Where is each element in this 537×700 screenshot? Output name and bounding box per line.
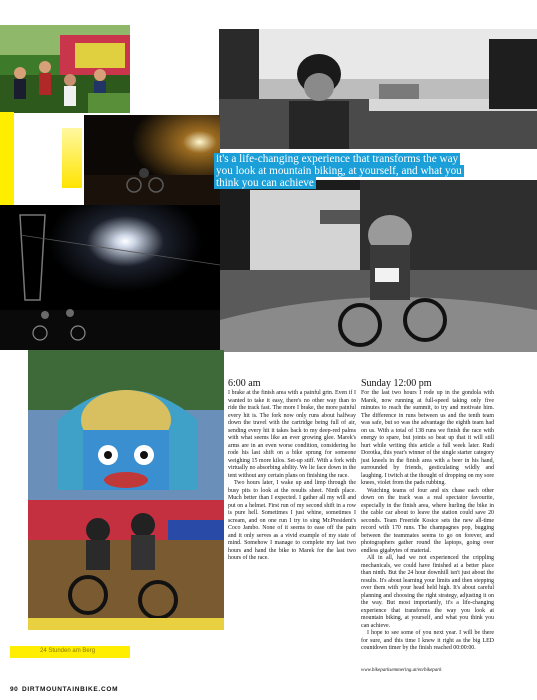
photo-festival-riders — [28, 350, 224, 630]
yellow-decor-strip — [62, 128, 82, 188]
paragraph: Two hours later, I wake up and limp through the busy pits to look at the results sheet. Ninth place. Much better than I expected. I gather all my will and put on a helmet. First run of my second shift in a row is pure hell. Sometimes I just whine, sometimes I scream, and on one run I try to sing Mr.President's Coco Jambo. None of it seems to ease off the pain and it only serves as a vivid example of my state of mind. Somehow I manage to complete my last two hours and hand the bike to Marek for the last two hours of the race. — [228, 480, 356, 561]
paragraph: Watching teams of four and six chase each other down on the track was a real spectator favourite, especially in the finish area, where hurling the bike in the cable car about to leave the station could save 20 seconds. Team Freeride Kosice sets the new all-time record with 170 runs. The champagnes pop, bugging between the teammates seems to go on forever, and photographers gather round the laptops, going over endless gigabytes of material. — [361, 487, 494, 554]
page-number: 90 — [10, 686, 19, 693]
photo-spectators-crowd — [0, 25, 130, 113]
photo-downhill-rider-bw — [220, 180, 537, 352]
paragraph: For the last two hours I rode up in the gondola with Marek, now running at full-speed taking only five minutes to reach the summit, to try and motivate him. The difference in runs between us and the tenth team was safe, but so was the advantage the eighth team had on us. With a total of 138 runs we finish the race with energy to spare, but joints so beat up that it will still hurt while writing this article a full week later. Rudi Dorotka, this year's winner of the single starter category just kneels in the finish area with a beer in his hand, surrounded by friends, gesticulating wildly and laughing. I twitch at the thought of dropping on my sore knees, violet from the pads rubbing. — [361, 390, 494, 486]
page-footer — [0, 683, 537, 700]
section-heading: 6:00 am — [228, 378, 261, 389]
caption-bar — [10, 646, 130, 658]
caption-text: 24 Stunden am Berg — [40, 648, 96, 654]
site-name: DIRTMOUNTAINBIKE.COM — [22, 686, 119, 693]
article-column-left — [228, 378, 356, 563]
section-heading: Sunday 12:00 pm — [361, 378, 432, 389]
paragraph: I hope to see some of you next year. I will be there for sure, and this time I knew it right as the big LED countdown timer by the finish reached 00:00:00. — [361, 630, 494, 651]
paragraph: All in all, had we not experienced the crippling mechanicals, we could have finished at a better place than ninth. But the 24 hour downhill isn't just about the results. It's about learning your limits and then stepping over them with your head held high. It's about careful planning and choosing the right strategy, adjusting it on the way. But most importantly, it's a life-changing experience that transforms the way you look at mountain biking, at yourself, and what you think you can achieve. — [361, 555, 494, 629]
photo-night-lift-riders — [0, 205, 220, 350]
photo-night-rider-lights — [84, 115, 220, 205]
photo-rider-eating-bw — [219, 29, 537, 149]
article-column-right — [361, 378, 494, 653]
pull-quote — [214, 153, 464, 189]
paragraph: I brake at the finish area with a painful grin. Even if I wanted to take it easy, there's no other way than to ride the track fast. The more I brake, the more painful every hit is. The fork now only runs about halfway down the travel with the cartridge being full of air, sending every hit it takes back to my deep-red palms with what seems like an ever growing glee. Marek's arms are in an even worse condition, considering he rode his last shift on a bike sprung for someone weighing 15 more kilos. Set-up stiff. With a fork with virtually no absorbing ability. We lie face down in the tent without any certain plans on finishing the race. — [228, 390, 356, 479]
pull-quote-text: it's a life-changing experience that transforms the way you look at mountain biking, at yourself, and what you think you can achieve — [216, 153, 462, 189]
website-link[interactable]: www.bikeparksemmering.at/en/bikepark — [361, 668, 442, 673]
